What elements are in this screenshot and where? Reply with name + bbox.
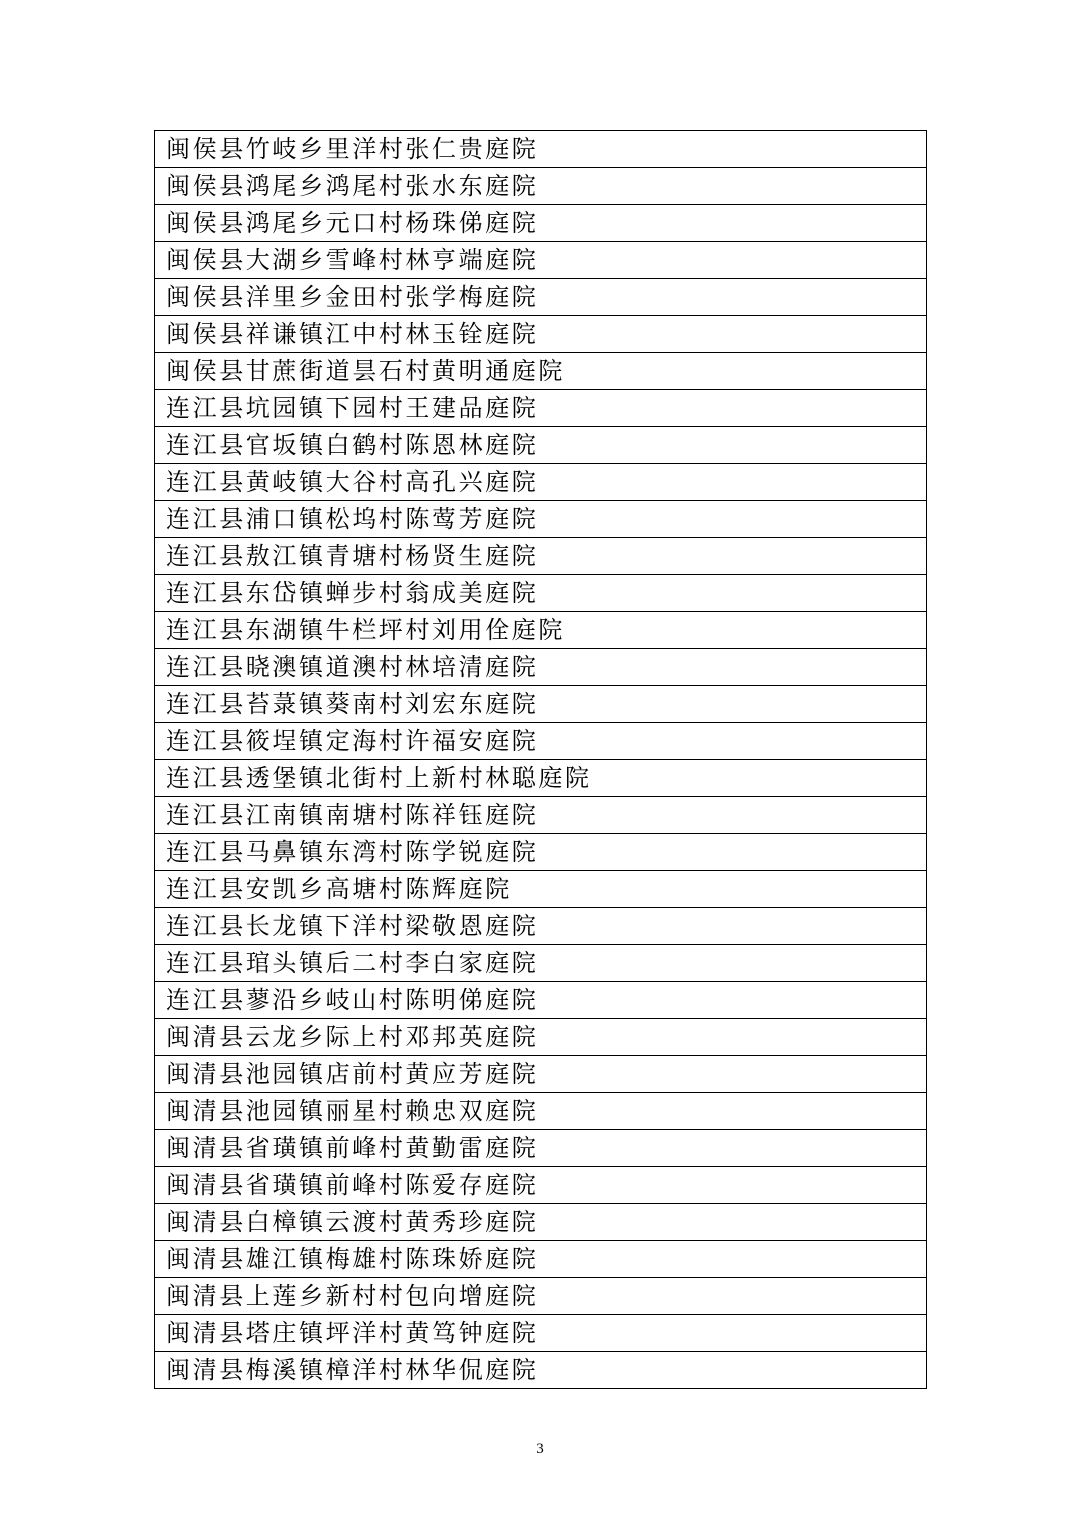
table-row: [155, 834, 927, 871]
table-row: [155, 131, 927, 168]
table-row: [155, 982, 927, 1019]
courtyard-entry-cell: 连江县蓼沿乡岐山村陈明俤庭院: [155, 982, 927, 1019]
courtyard-list-body: [155, 131, 927, 1389]
table-row: [155, 538, 927, 575]
courtyard-entry-cell: 连江县浦口镇松坞村陈莺芳庭院: [155, 501, 927, 538]
courtyard-entry-cell: 闽侯县鸿尾乡鸿尾村张水东庭院: [155, 168, 927, 205]
courtyard-entry-cell: 连江县东湖镇牛栏坪村刘用佺庭院: [155, 612, 927, 649]
table-row: [155, 723, 927, 760]
courtyard-entry-cell: 闽侯县祥谦镇江中村林玉铨庭院: [155, 316, 927, 353]
table-row: [155, 945, 927, 982]
table-row: [155, 168, 927, 205]
table-row: [155, 1019, 927, 1056]
courtyard-entry-cell: 连江县官坂镇白鹤村陈恩林庭院: [155, 427, 927, 464]
courtyard-entry-cell: 闽侯县大湖乡雪峰村林亨端庭院: [155, 242, 927, 279]
courtyard-entry-cell: 连江县透堡镇北街村上新村林聪庭院: [155, 760, 927, 797]
courtyard-entry-cell: 连江县晓澳镇道澳村林培清庭院: [155, 649, 927, 686]
courtyard-entry-cell: 闽侯县洋里乡金田村张学梅庭院: [155, 279, 927, 316]
courtyard-entry-cell: 连江县东岱镇蝉步村翁成美庭院: [155, 575, 927, 612]
table-row: [155, 205, 927, 242]
table-row: [155, 353, 927, 390]
courtyard-entry-cell: 闽清县云龙乡际上村邓邦英庭院: [155, 1019, 927, 1056]
courtyard-entry-cell: 闽侯县甘蔗街道昙石村黄明通庭院: [155, 353, 927, 390]
table-row: [155, 1204, 927, 1241]
courtyard-entry-cell: 闽清县梅溪镇樟洋村林华侃庭院: [155, 1352, 927, 1389]
table-row: [155, 649, 927, 686]
table-row: [155, 1352, 927, 1389]
table-row: [155, 1093, 927, 1130]
courtyard-entry-cell: 连江县马鼻镇东湾村陈学锐庭院: [155, 834, 927, 871]
courtyard-entry-cell: 连江县长龙镇下洋村梁敬恩庭院: [155, 908, 927, 945]
table-row: [155, 612, 927, 649]
courtyard-entry-cell: 闽清县白樟镇云渡村黄秀珍庭院: [155, 1204, 927, 1241]
courtyard-list-table: [154, 130, 927, 1389]
courtyard-entry-cell: 闽清县池园镇店前村黄应芳庭院: [155, 1056, 927, 1093]
table-row: [155, 1056, 927, 1093]
table-row: [155, 686, 927, 723]
courtyard-entry-cell: 闽清县塔庄镇坪洋村黄笃钟庭院: [155, 1315, 927, 1352]
courtyard-entry-cell: 闽侯县鸿尾乡元口村杨珠俤庭院: [155, 205, 927, 242]
table-row: [155, 1241, 927, 1278]
courtyard-entry-cell: 闽清县池园镇丽星村赖忠双庭院: [155, 1093, 927, 1130]
courtyard-entry-cell: 连江县苔菉镇葵南村刘宏东庭院: [155, 686, 927, 723]
table-row: [155, 464, 927, 501]
courtyard-entry-cell: 连江县黄岐镇大谷村高孔兴庭院: [155, 464, 927, 501]
courtyard-entry-cell: 连江县江南镇南塘村陈祥钰庭院: [155, 797, 927, 834]
page-number: 3: [536, 1441, 544, 1457]
table-row: [155, 390, 927, 427]
table-row: [155, 1315, 927, 1352]
table-row: [155, 871, 927, 908]
table-row: [155, 316, 927, 353]
table-row: [155, 760, 927, 797]
table-row: [155, 1130, 927, 1167]
table-row: [155, 501, 927, 538]
courtyard-entry-cell: 连江县安凯乡高塘村陈辉庭院: [155, 871, 927, 908]
table-row: [155, 797, 927, 834]
courtyard-entry-cell: 闽清县上莲乡新村村包向增庭院: [155, 1278, 927, 1315]
courtyard-entry-cell: 连江县筱埕镇定海村许福安庭院: [155, 723, 927, 760]
courtyard-entry-cell: 闽清县雄江镇梅雄村陈珠娇庭院: [155, 1241, 927, 1278]
table-row: [155, 908, 927, 945]
courtyard-entry-cell: 连江县琯头镇后二村李白家庭院: [155, 945, 927, 982]
courtyard-entry-cell: 连江县敖江镇青塘村杨贤生庭院: [155, 538, 927, 575]
courtyard-entry-cell: 闽侯县竹岐乡里洋村张仁贵庭院: [155, 131, 927, 168]
courtyard-entry-cell: 闽清县省璜镇前峰村黄勤雷庭院: [155, 1130, 927, 1167]
courtyard-entry-cell: 连江县坑园镇下园村王建品庭院: [155, 390, 927, 427]
table-row: [155, 279, 927, 316]
table-row: [155, 575, 927, 612]
table-row: [155, 1167, 927, 1204]
table-row: [155, 242, 927, 279]
table-row: [155, 427, 927, 464]
courtyard-entry-cell: 闽清县省璜镇前峰村陈爱存庭院: [155, 1167, 927, 1204]
table-row: [155, 1278, 927, 1315]
